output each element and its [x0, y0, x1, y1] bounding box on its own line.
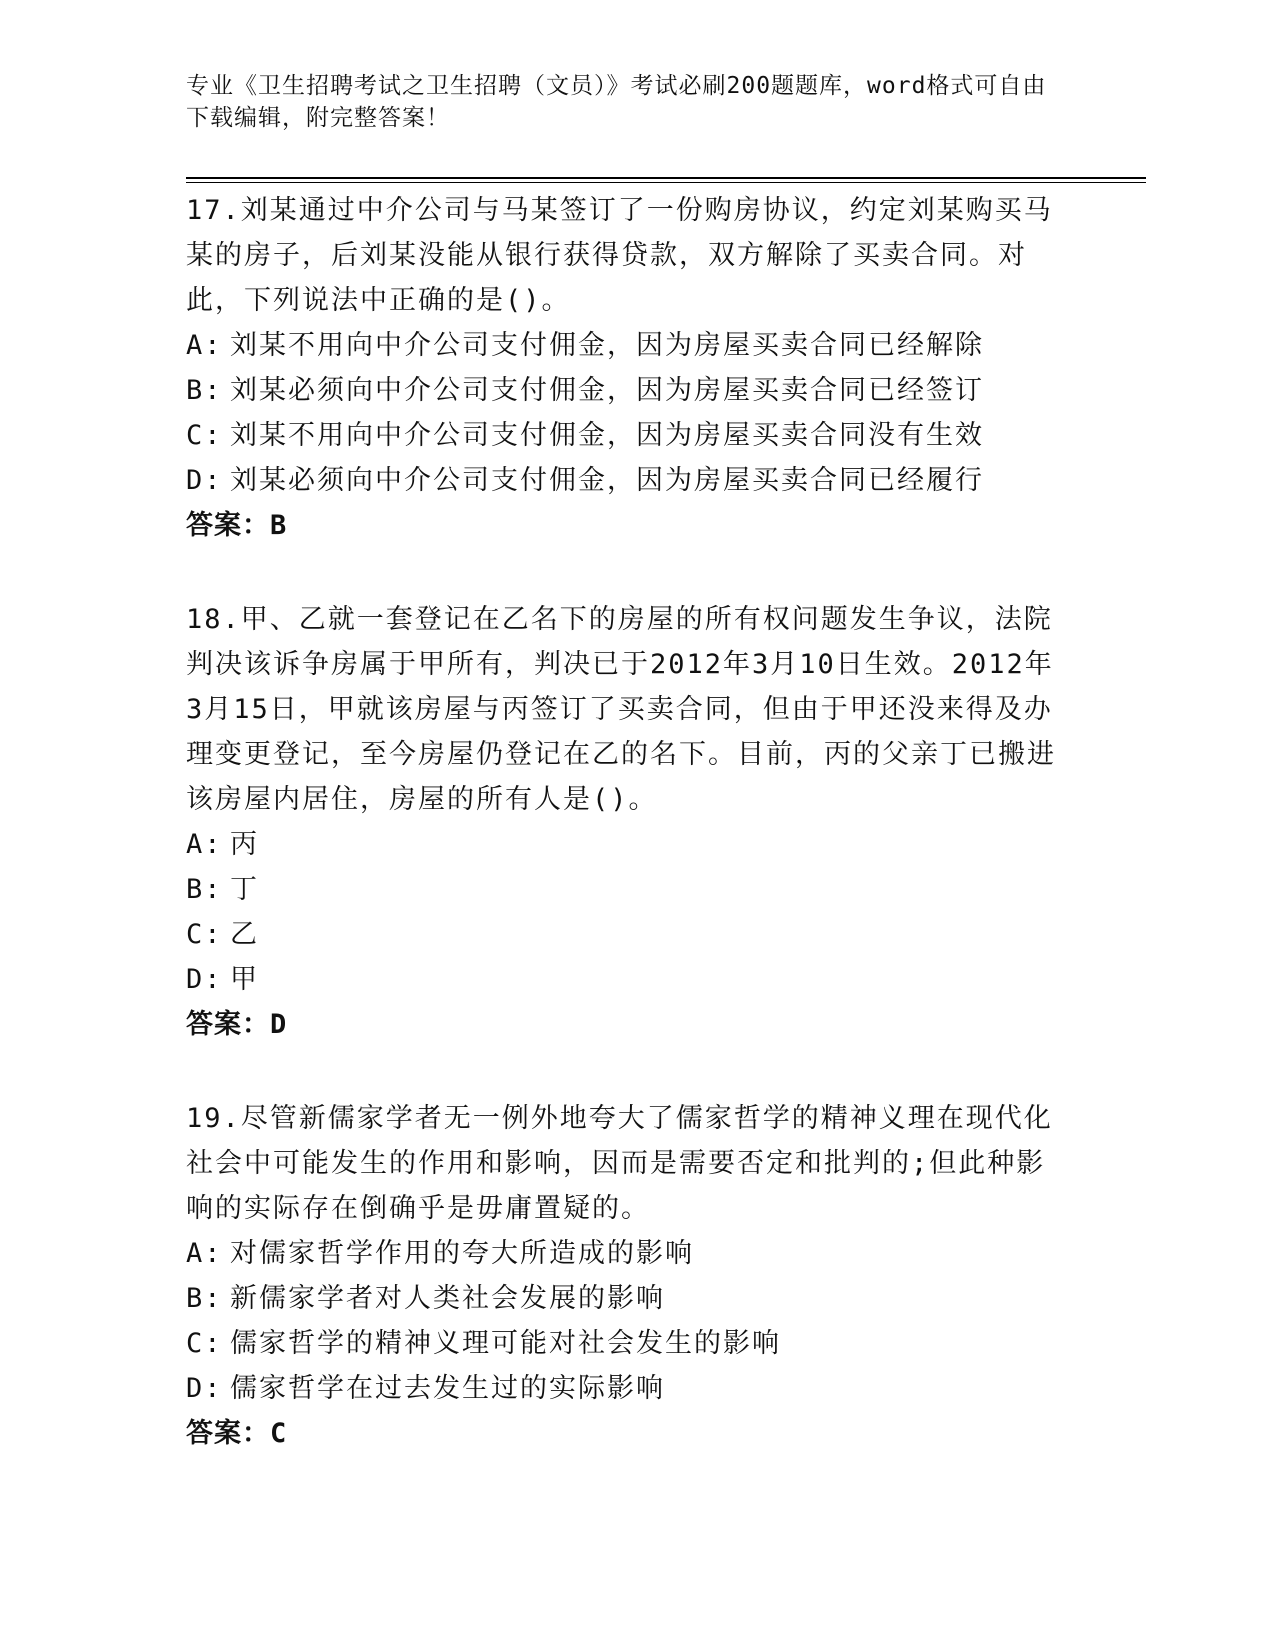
option-d [186, 1366, 1066, 1411]
option-key: C: [186, 420, 223, 451]
option-a [186, 323, 1066, 368]
option-text: 对儒家哲学作用的夸大所造成的影响 [230, 1238, 694, 1269]
option-key: D: [186, 964, 223, 995]
option-text: 刘某必须向中介公司支付佣金，因为房屋买卖合同已经履行 [230, 465, 984, 496]
question-stem: 19.尽管新儒家学者无一例外地夸大了儒家哲学的精神义理在现代化社会中可能发生的作用和影响，因而是需要否定和批判的;但此种影响的实际存在倒确乎是毋庸置疑的。 [186, 1103, 1053, 1224]
option-key: B: [186, 874, 223, 905]
option-text: 乙 [230, 919, 259, 950]
header-rule-thin [186, 182, 1146, 183]
option-text: 儒家哲学的精神义理可能对社会发生的影响 [230, 1328, 781, 1359]
option-b [186, 867, 1066, 912]
header-rule-thick [186, 177, 1146, 179]
option-a [186, 1231, 1066, 1276]
option-c [186, 413, 1066, 458]
option-d [186, 957, 1066, 1002]
option-key: A: [186, 330, 223, 361]
option-text: 刘某不用向中介公司支付佣金，因为房屋买卖合同没有生效 [230, 420, 984, 451]
question-19 [186, 1096, 1066, 1456]
option-text: 刘某不用向中介公司支付佣金，因为房屋买卖合同已经解除 [230, 330, 984, 361]
answer-line: 答案：B [186, 510, 288, 541]
option-c [186, 1321, 1066, 1366]
option-text: 丁 [230, 874, 259, 905]
option-text: 甲 [230, 964, 259, 995]
option-key: D: [186, 465, 223, 496]
question-stem: 18.甲、乙就一套登记在乙名下的房屋的所有权问题发生争议，法院判决该诉争房属于甲所有，判决已于2012年3月10日生效。2012年3月15日，甲就该房屋与丙签订了买卖合同，但由于甲还没来得及办理变更登记，至今房屋仍登记在乙的名下。目前，丙的父亲丁已搬进该房屋内居住，房屋的所有人是()。 [186, 604, 1056, 815]
document-header: 专业《卫生招聘考试之卫生招聘（文员）》考试必刷200题题库，word格式可自由下载编辑，附完整答案！ [186, 73, 1047, 131]
option-a [186, 822, 1066, 867]
option-text: 儒家哲学在过去发生过的实际影响 [230, 1373, 665, 1404]
answer-line: 答案：C [186, 1418, 288, 1449]
answer-line: 答案：D [186, 1009, 288, 1040]
option-c [186, 912, 1066, 957]
question-17 [186, 188, 1066, 548]
option-text: 丙 [230, 829, 259, 860]
option-key: C: [186, 1328, 223, 1359]
question-stem: 17.刘某通过中介公司与马某签订了一份购房协议，约定刘某购买马某的房子，后刘某没能从银行获得贷款，双方解除了买卖合同。对此，下列说法中正确的是()。 [186, 195, 1053, 316]
option-b [186, 368, 1066, 413]
option-b [186, 1276, 1066, 1321]
option-key: B: [186, 375, 223, 406]
option-key: A: [186, 1238, 223, 1269]
option-key: D: [186, 1373, 223, 1404]
option-key: C: [186, 919, 223, 950]
option-d [186, 458, 1066, 503]
option-key: B: [186, 1283, 223, 1314]
option-text: 新儒家学者对人类社会发展的影响 [230, 1283, 665, 1314]
option-text: 刘某必须向中介公司支付佣金，因为房屋买卖合同已经签订 [230, 375, 984, 406]
question-18 [186, 597, 1066, 1047]
option-key: A: [186, 829, 223, 860]
